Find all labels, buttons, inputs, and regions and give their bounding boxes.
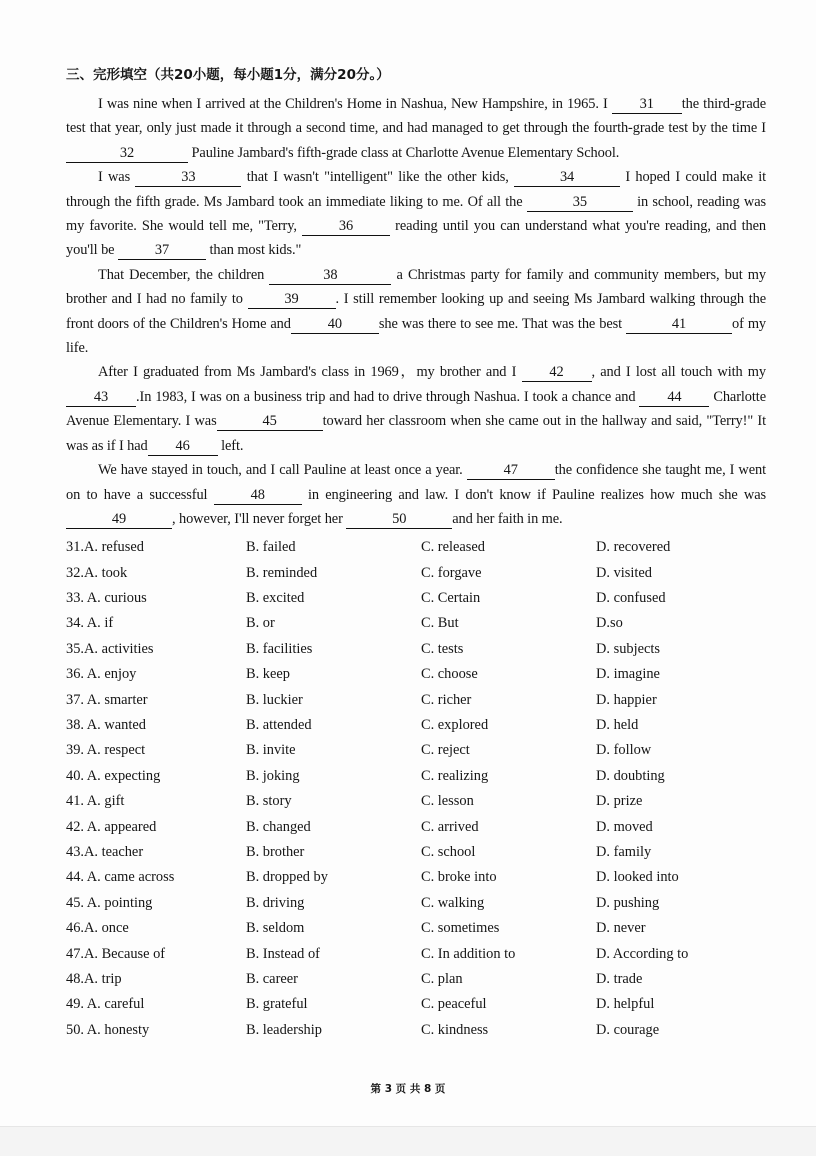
option-a: 44. A. came across: [66, 869, 175, 886]
option-a: 49. A. careful: [66, 996, 145, 1013]
option-b: B. excited: [246, 590, 305, 607]
question-34-options: [66, 611, 766, 636]
blank-41: 41: [626, 316, 732, 334]
passage-text: a Christmas party for family and community members, but my brother and I had no family to: [66, 266, 766, 308]
option-c: C. arrived: [421, 818, 479, 835]
passage-text: I was: [98, 169, 136, 186]
blank-43: 43: [66, 389, 136, 407]
option-c: C. broke into: [421, 869, 497, 886]
option-b: B. facilities: [246, 640, 313, 657]
option-b: B. brother: [246, 844, 305, 860]
passage-text: the confidence she taught me, I went on to have a successful: [66, 462, 766, 503]
option-c: C. In addition to: [421, 945, 516, 962]
blank-32: 32: [66, 145, 188, 163]
passage-text: and her faith in me.: [452, 510, 563, 527]
option-a: 36. A. enjoy: [66, 666, 137, 683]
passage-text: , however, I'll never forget her: [172, 510, 347, 527]
option-b: B. leadership: [246, 1021, 322, 1038]
option-d: D. According to: [596, 945, 689, 962]
passage-text: in engineering and law. I don't know if Pauline realizes how much she was: [301, 486, 766, 503]
blank-47: 47: [467, 462, 555, 480]
question-49-options: [66, 992, 766, 1017]
blank-35: 35: [527, 194, 633, 212]
scan-bottom-edge: [0, 1126, 816, 1156]
passage-text: Charlotte Avenue Elementary. I was: [66, 388, 766, 430]
passage-text: she was there to see me. That was the best: [378, 315, 627, 332]
option-b: B. grateful: [246, 996, 308, 1013]
option-a: 40. A. expecting: [66, 767, 161, 784]
option-d: D. confused: [596, 590, 666, 607]
option-b: B. changed: [246, 818, 311, 835]
option-d: D. held: [596, 717, 639, 734]
option-a: 33. A. curious: [66, 590, 147, 607]
question-37-options: [66, 688, 766, 713]
passage-text: left.: [217, 437, 244, 454]
passage-text: That December, the children: [98, 266, 270, 283]
question-40-options: [66, 764, 766, 789]
option-d: D. moved: [596, 818, 653, 835]
passage-paragraph: [66, 165, 766, 263]
option-b: B. career: [246, 970, 298, 987]
option-b: B. seldom: [246, 920, 305, 937]
question-44-options: [66, 865, 766, 890]
blank-38: 38: [269, 267, 391, 285]
blank-31: 31: [612, 96, 682, 114]
passage-text: We have stayed in touch, and I call Pauline at least once a year.: [98, 462, 467, 479]
blank-46: 46: [148, 438, 218, 456]
question-46-options: [66, 916, 766, 941]
option-c: C. plan: [421, 970, 463, 987]
option-b: B. failed: [246, 539, 296, 556]
option-a: 31.A. refused: [66, 539, 144, 556]
option-d: D. subjects: [596, 640, 660, 657]
passage-text: in school, reading was my favorite. She would tell me, "Terry,: [66, 193, 766, 235]
option-d: D. prize: [596, 793, 643, 810]
option-d: D. happier: [596, 691, 657, 708]
passage-paragraph: [66, 360, 766, 458]
option-b: B. or: [246, 615, 275, 632]
blank-45: 45: [217, 413, 323, 431]
option-d: D. trade: [596, 970, 643, 987]
question-39-options: [66, 738, 766, 763]
option-b: B. dropped by: [246, 869, 328, 886]
option-b: B. reminded: [246, 564, 318, 581]
question-48-options: [66, 967, 766, 992]
question-36-options: [66, 662, 766, 687]
option-a: 35.A. activities: [66, 640, 154, 657]
option-a: 41. A. gift: [66, 793, 125, 810]
option-d: D. follow: [596, 742, 652, 759]
blank-36: 36: [302, 218, 390, 236]
option-b: B. luckier: [246, 691, 303, 708]
page-number: 第 3 页 共 8 页: [370, 1083, 446, 1095]
blank-48: 48: [214, 487, 302, 505]
passage-text: of my life.: [66, 315, 767, 357]
passage-paragraph: [66, 263, 766, 361]
option-a: 45. A. pointing: [66, 894, 153, 911]
answer-options: [66, 535, 766, 1043]
option-c: C. But: [421, 615, 459, 632]
question-45-options: [66, 891, 766, 916]
option-d: D. family: [596, 844, 652, 860]
option-c: C. walking: [421, 894, 485, 911]
option-a: 43.A. teacher: [66, 844, 144, 860]
option-b: B. driving: [246, 894, 305, 911]
option-a: 37. A. smarter: [66, 691, 148, 708]
option-c: C. released: [421, 539, 485, 556]
passage-text: Pauline Jambard's fifth-grade class at Charlotte Avenue Elementary School.: [188, 144, 620, 161]
blank-33: 33: [135, 169, 241, 187]
option-a: 47.A. Because of: [66, 945, 166, 962]
passage-paragraph: [66, 92, 766, 165]
option-b: B. attended: [246, 717, 312, 734]
question-32-options: [66, 561, 766, 586]
passage-paragraph: [66, 458, 766, 531]
option-c: C. realizing: [421, 767, 489, 784]
blank-50: 50: [346, 511, 452, 529]
option-b: B. joking: [246, 767, 300, 784]
blank-42: 42: [522, 364, 592, 382]
passage-text: than most kids.": [205, 242, 302, 259]
option-b: B. keep: [246, 666, 290, 683]
option-b: B. Instead of: [246, 945, 320, 962]
option-c: C. richer: [421, 691, 472, 708]
passage-text: .In 1983, I was on a business trip and had to drive through Nashua. I took a chance and: [136, 388, 640, 405]
option-d: D. looked into: [596, 869, 679, 886]
option-c: C. lesson: [421, 793, 474, 810]
blank-37: 37: [118, 242, 206, 260]
option-c: C. sometimes: [421, 920, 500, 937]
passage-text: , and I lost all touch with my: [591, 364, 766, 381]
question-31-options: [66, 535, 766, 560]
option-c: C. explored: [421, 717, 489, 734]
option-c: C. school: [421, 844, 476, 860]
question-47-options: [66, 942, 766, 967]
question-33-options: [66, 586, 766, 611]
option-d: D. pushing: [596, 894, 660, 911]
cloze-passage: [66, 92, 766, 531]
option-a: 46.A. once: [66, 920, 129, 937]
option-a: 32.A. took: [66, 564, 128, 581]
option-d: D. helpful: [596, 996, 655, 1013]
blank-39: 39: [248, 291, 336, 309]
option-c: C. tests: [421, 640, 464, 657]
passage-text: the third-grade test that year, only just made it through a second time, and had managed to get through the fourth-grade test by the time I: [66, 96, 766, 137]
option-a: 39. A. respect: [66, 742, 146, 759]
blank-34: 34: [514, 169, 620, 187]
option-b: B. invite: [246, 742, 296, 759]
question-42-options: [66, 815, 766, 840]
option-a: 38. A. wanted: [66, 717, 146, 734]
blank-44: 44: [639, 389, 709, 407]
option-c: C. forgave: [421, 564, 482, 581]
passage-text: After I graduated from Ms Jambard's class in 1969，my brother and I: [98, 364, 522, 381]
option-a: 50. A. honesty: [66, 1021, 150, 1038]
question-41-options: [66, 789, 766, 814]
question-35-options: [66, 637, 766, 662]
option-d: D. imagine: [596, 666, 660, 683]
question-50-options: [66, 1018, 766, 1043]
question-38-options: [66, 713, 766, 738]
passage-text: I was nine when I arrived at the Children's Home in Nashua, New Hampshire, in 1965. I: [98, 96, 612, 112]
passage-text: . I still remember looking up and seeing Ms Jambard walking through the front doors of the Children's Home and: [66, 291, 766, 332]
option-a: 34. A. if: [66, 615, 114, 632]
option-b: B. story: [246, 793, 292, 810]
question-43-options: [66, 840, 766, 865]
option-a: 48.A. trip: [66, 970, 122, 987]
passage-text: reading until you can understand what you're reading, and then you'll be: [66, 218, 767, 259]
cloze-section: [66, 64, 766, 1043]
passage-text: I hoped I could make it through the fifth grade. Ms Jambard took an immediate liking to me. Of all the: [66, 169, 766, 210]
passage-text: that I wasn't "intelligent" like the other kids,: [241, 169, 515, 186]
option-c: C. peaceful: [421, 996, 487, 1013]
option-d: D. visited: [596, 564, 652, 581]
option-d: D.so: [596, 615, 623, 632]
option-d: D. courage: [596, 1021, 660, 1038]
option-a: 42. A. appeared: [66, 818, 157, 835]
option-d: D. recovered: [596, 539, 671, 556]
blank-40: 40: [291, 316, 379, 334]
option-c: C. kindness: [421, 1021, 489, 1038]
blank-49: 49: [66, 511, 172, 529]
option-c: C. Certain: [421, 590, 481, 607]
option-c: C. choose: [421, 666, 478, 683]
option-c: C. reject: [421, 742, 470, 759]
section-title: 三、完形填空（共20小题，每小题1分，满分20分。）: [66, 67, 390, 83]
passage-text: toward her classroom when she came out in the hallway and said, "Terry!" It was as if I had: [66, 413, 766, 454]
option-d: D. doubting: [596, 767, 665, 784]
option-d: D. never: [596, 920, 646, 937]
